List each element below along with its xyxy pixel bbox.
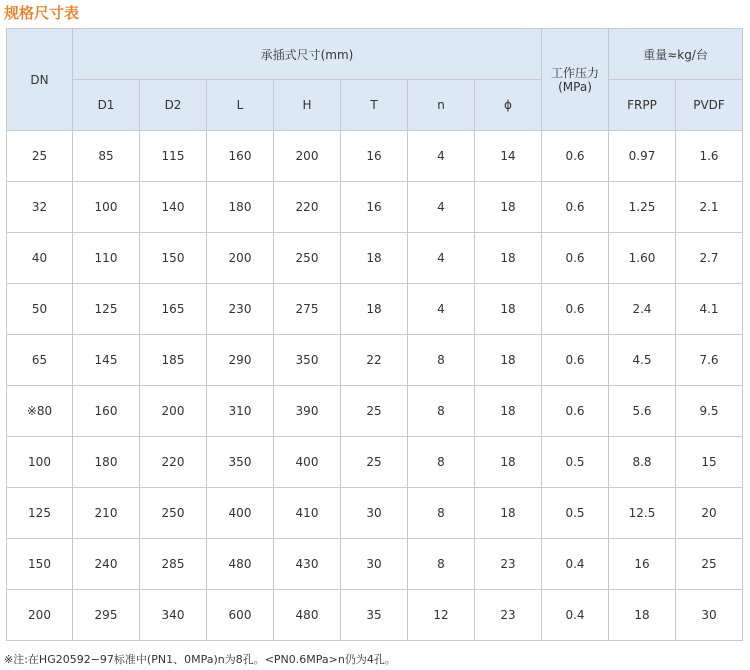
cell-n: 4 <box>408 284 475 335</box>
cell-dn: 125 <box>7 488 73 539</box>
cell-dn: 150 <box>7 539 73 590</box>
cell-phi: 23 <box>475 539 542 590</box>
cell-d1: 85 <box>73 131 140 182</box>
header-pressure-line2: (MPa) <box>558 79 592 94</box>
cell-pressure: 0.6 <box>542 233 609 284</box>
cell-frpp: 8.8 <box>609 437 676 488</box>
cell-h: 390 <box>274 386 341 437</box>
cell-n: 12 <box>408 590 475 641</box>
cell-d2: 200 <box>140 386 207 437</box>
cell-pvdf: 4.1 <box>676 284 743 335</box>
cell-pvdf: 15 <box>676 437 743 488</box>
cell-l: 230 <box>207 284 274 335</box>
cell-frpp: 2.4 <box>609 284 676 335</box>
table-row <box>7 182 743 233</box>
cell-t: 25 <box>341 386 408 437</box>
cell-l: 350 <box>207 437 274 488</box>
cell-d2: 340 <box>140 590 207 641</box>
cell-h: 480 <box>274 590 341 641</box>
cell-h: 220 <box>274 182 341 233</box>
cell-t: 25 <box>341 437 408 488</box>
cell-l: 160 <box>207 131 274 182</box>
cell-dn: 40 <box>7 233 73 284</box>
cell-h: 400 <box>274 437 341 488</box>
cell-pressure: 0.5 <box>542 488 609 539</box>
cell-d1: 295 <box>73 590 140 641</box>
cell-h: 250 <box>274 233 341 284</box>
cell-phi: 18 <box>475 488 542 539</box>
table-row <box>7 233 743 284</box>
cell-d1: 145 <box>73 335 140 386</box>
cell-dn: 50 <box>7 284 73 335</box>
header-dn: DN <box>7 29 73 131</box>
cell-frpp: 5.6 <box>609 386 676 437</box>
cell-pvdf: 2.1 <box>676 182 743 233</box>
cell-phi: 18 <box>475 386 542 437</box>
cell-frpp: 12.5 <box>609 488 676 539</box>
cell-d1: 160 <box>73 386 140 437</box>
cell-pressure: 0.6 <box>542 335 609 386</box>
cell-pvdf: 30 <box>676 590 743 641</box>
cell-dn: 65 <box>7 335 73 386</box>
table-row <box>7 437 743 488</box>
cell-l: 400 <box>207 488 274 539</box>
cell-dn: ※80 <box>7 386 73 437</box>
header-pressure-line1: 工作压力 <box>551 65 600 80</box>
cell-d2: 140 <box>140 182 207 233</box>
cell-t: 18 <box>341 233 408 284</box>
cell-n: 4 <box>408 233 475 284</box>
cell-l: 200 <box>207 233 274 284</box>
cell-pvdf: 20 <box>676 488 743 539</box>
header-pvdf: PVDF <box>676 80 743 131</box>
cell-d1: 180 <box>73 437 140 488</box>
cell-phi: 18 <box>475 335 542 386</box>
cell-n: 4 <box>408 182 475 233</box>
cell-t: 35 <box>341 590 408 641</box>
cell-d1: 210 <box>73 488 140 539</box>
cell-h: 200 <box>274 131 341 182</box>
cell-n: 8 <box>408 335 475 386</box>
header-d2: D2 <box>140 80 207 131</box>
cell-phi: 18 <box>475 437 542 488</box>
cell-h: 275 <box>274 284 341 335</box>
cell-h: 410 <box>274 488 341 539</box>
cell-t: 16 <box>341 182 408 233</box>
header-d1: D1 <box>73 80 140 131</box>
table-row <box>7 335 743 386</box>
cell-frpp: 1.60 <box>609 233 676 284</box>
cell-n: 8 <box>408 386 475 437</box>
cell-dn: 100 <box>7 437 73 488</box>
cell-frpp: 0.97 <box>609 131 676 182</box>
cell-t: 30 <box>341 539 408 590</box>
cell-d2: 220 <box>140 437 207 488</box>
cell-t: 18 <box>341 284 408 335</box>
cell-dn: 25 <box>7 131 73 182</box>
cell-t: 16 <box>341 131 408 182</box>
cell-phi: 14 <box>475 131 542 182</box>
table-row <box>7 539 743 590</box>
cell-n: 4 <box>408 131 475 182</box>
cell-n: 8 <box>408 539 475 590</box>
spec-table <box>6 28 743 641</box>
cell-h: 430 <box>274 539 341 590</box>
table-row <box>7 386 743 437</box>
cell-d1: 110 <box>73 233 140 284</box>
header-frpp: FRPP <box>609 80 676 131</box>
header-working-pressure <box>542 29 609 131</box>
cell-d2: 165 <box>140 284 207 335</box>
table-body <box>7 131 743 641</box>
cell-frpp: 16 <box>609 539 676 590</box>
cell-phi: 23 <box>475 590 542 641</box>
header-t: T <box>341 80 408 131</box>
page-title: 规格尺寸表 <box>4 4 80 22</box>
cell-t: 22 <box>341 335 408 386</box>
cell-d1: 100 <box>73 182 140 233</box>
table-row <box>7 488 743 539</box>
table-row <box>7 590 743 641</box>
cell-pressure: 0.6 <box>542 284 609 335</box>
cell-phi: 18 <box>475 233 542 284</box>
cell-pressure: 0.6 <box>542 131 609 182</box>
cell-pressure: 0.4 <box>542 539 609 590</box>
header-dimensions-group: 承插式尺寸(mm) <box>73 29 542 80</box>
header-weight-group: 重量≈kg/台 <box>609 29 743 80</box>
cell-l: 290 <box>207 335 274 386</box>
footnote: ※注:在HG20592−97标准中(PN1、0MPa)n为8孔。<PN0.6MPa>n仍为4孔。 <box>4 653 396 666</box>
cell-pvdf: 9.5 <box>676 386 743 437</box>
cell-frpp: 18 <box>609 590 676 641</box>
cell-d2: 185 <box>140 335 207 386</box>
cell-n: 8 <box>408 488 475 539</box>
cell-phi: 18 <box>475 284 542 335</box>
cell-pvdf: 2.7 <box>676 233 743 284</box>
cell-d2: 285 <box>140 539 207 590</box>
cell-pressure: 0.6 <box>542 386 609 437</box>
cell-t: 30 <box>341 488 408 539</box>
header-l: L <box>207 80 274 131</box>
cell-l: 180 <box>207 182 274 233</box>
cell-d1: 125 <box>73 284 140 335</box>
cell-d1: 240 <box>73 539 140 590</box>
cell-pvdf: 7.6 <box>676 335 743 386</box>
cell-pressure: 0.4 <box>542 590 609 641</box>
cell-frpp: 4.5 <box>609 335 676 386</box>
cell-h: 350 <box>274 335 341 386</box>
cell-dn: 32 <box>7 182 73 233</box>
cell-d2: 150 <box>140 233 207 284</box>
cell-l: 480 <box>207 539 274 590</box>
cell-pvdf: 25 <box>676 539 743 590</box>
table-row <box>7 284 743 335</box>
cell-l: 600 <box>207 590 274 641</box>
cell-pvdf: 1.6 <box>676 131 743 182</box>
header-h: H <box>274 80 341 131</box>
cell-n: 8 <box>408 437 475 488</box>
cell-phi: 18 <box>475 182 542 233</box>
table-row <box>7 131 743 182</box>
header-n: n <box>408 80 475 131</box>
cell-d2: 115 <box>140 131 207 182</box>
cell-l: 310 <box>207 386 274 437</box>
cell-dn: 200 <box>7 590 73 641</box>
cell-pressure: 0.5 <box>542 437 609 488</box>
cell-d2: 250 <box>140 488 207 539</box>
cell-frpp: 1.25 <box>609 182 676 233</box>
cell-pressure: 0.6 <box>542 182 609 233</box>
header-phi: ϕ <box>475 80 542 131</box>
